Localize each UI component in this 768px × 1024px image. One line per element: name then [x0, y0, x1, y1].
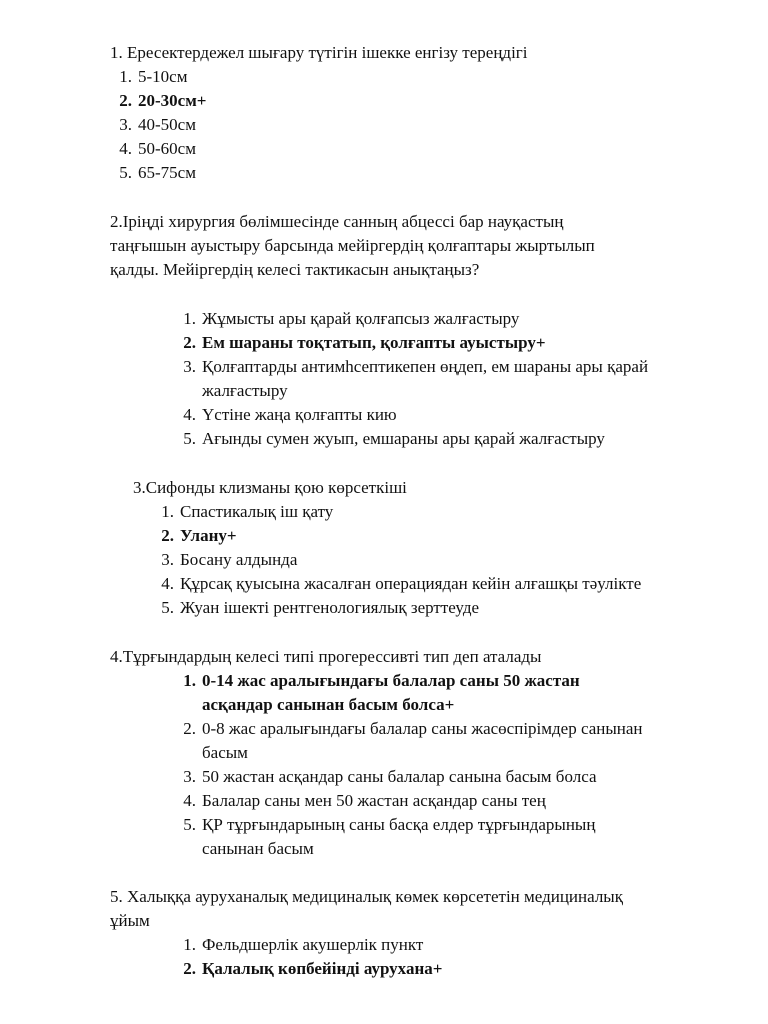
question-2-line-3: қалды. Мейіргердің келесі тактикасын анықтаңыз? [110, 260, 480, 279]
question-2-line-2: таңғышын ауыстыру барсында мейіргердің қолғаптары жыртылып [110, 236, 595, 255]
question-5-line-2: ұйым [110, 911, 150, 930]
question-1-text [110, 41, 720, 65]
question-2-line-1: 2.Іріңді хирургия бөлімшесінде санның абцессі бар науқастың [110, 212, 564, 231]
question-5-line-1: 5. Халыққа ауруханалық медициналық көмек көрсететін медициналық [110, 887, 623, 906]
question-3-text: 3.Сифонды клизманы қою көрсеткіші [133, 478, 407, 497]
question-1-number: 1. [110, 43, 123, 62]
document-page: 1. Ересектердежел шығару түтігін ішекке енгізу тереңдігі 1. 5-10см 2. 20-30см+ 3. 40-50см 4. 50-60см 5. 65-75см 2.Іріңді хирургия бөлімшесінде санның абцессі бар науқастың таңғышын ауыстыру барсында мейіргердің қолғаптары жыртылып қалды. Мейіргердің келесі тактикасын анықтаңыз? 1. Жұмысты ары қарай қолғапсыз жалғастыру 2. Ем шараны тоқтатып, қолғапты ауыстыру+ 3. Қолғаптарды антимһсептикепен өңдеп, ем шараны ары қарай жалғастыру 4. Үстіне жаңа қолғапты кию 5. Ағынды сумен жуып, емшараны ары қарай жалғастыру 3.Сифонды клизманы қою көрсеткіші 1. Спастикалық іш қату 2. Улану+ 3. Босану алдында 4. Құрсақ қуысына жасалған операциядан кейін алғашқы тәулікте 5. Жуан ішекті рентгенологиялық зерттеуде 4.Тұрғындардың келесі типі прогерессивті тип деп аталады 1. 0-14 жас аралығындағы балалар саны 50 жастан асқандар санынан басым болса+ 2. 0-8 жас аралығындағы балалар саны жасөспірімдер санынан басым 3. 50 жастан асқандар саны балалар санына басым болса 4. Балалар саны мен 50 жастан асқандар саны тең 5. ҚР тұрғындарының саны басқа елдер тұрғындарының санынан басым 5. Халыққа ауруханалық медициналық көмек көрсететін медициналық ұйым 1. Фельдшерлік акушерлік пункт 2. Қалалық көпбейінді аурухана+ [0, 0, 768, 1024]
question-1-label: Ересектердежел шығару түтігін ішекке енгізу тереңдігі [127, 43, 528, 62]
question-4-text: 4.Тұрғындардың келесі типі прогерессивті тип деп аталады [110, 647, 542, 666]
